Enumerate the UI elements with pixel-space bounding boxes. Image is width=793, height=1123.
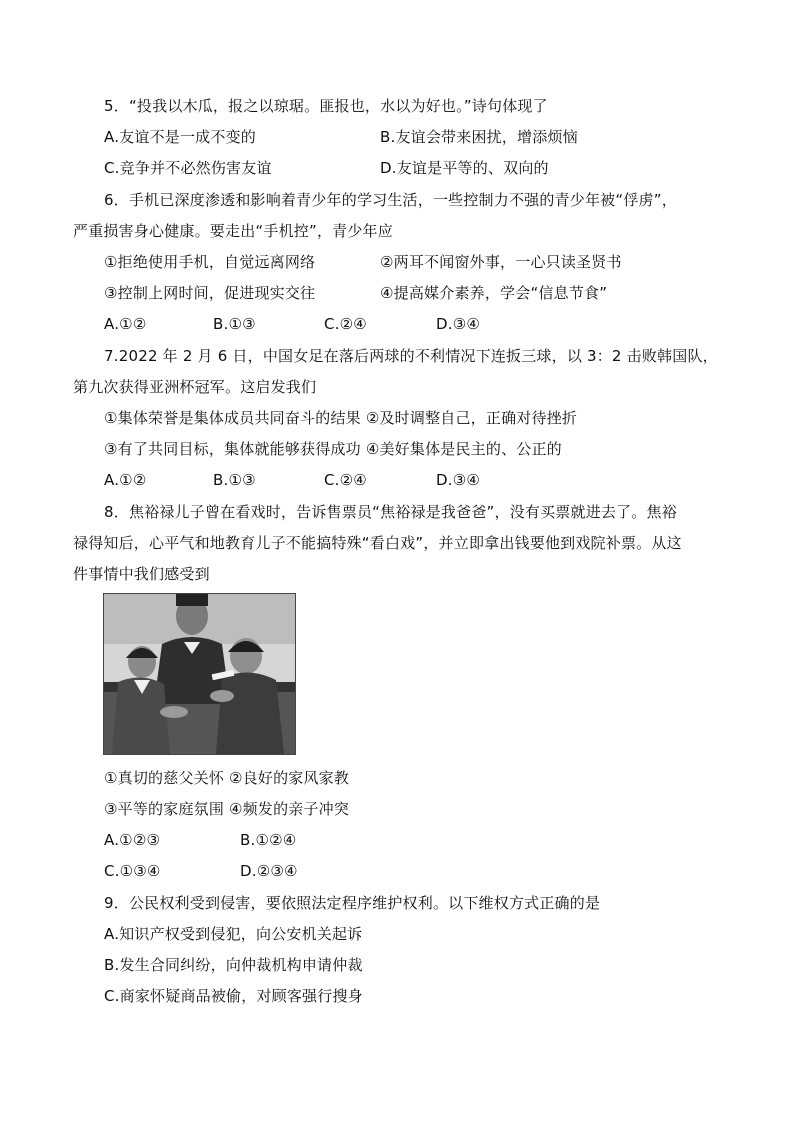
q6-stem-line2: 严重损害身心健康。要走出“手机控”，青少年应 — [73, 222, 393, 240]
illustration-father-and-sons — [103, 593, 296, 755]
q7-statements-1-2: ①集体荣誉是集体成员共同奋斗的结果 ②及时调整自己，正确对待挫折 — [104, 409, 578, 427]
q6-statement-2: ②两耳不闻窗外事，一心只读圣贤书 — [380, 253, 622, 271]
q7-option-c: C.②④ — [324, 471, 367, 489]
q6-statement-1: ①拒绝使用手机，自觉远离网络 — [104, 253, 316, 271]
q8-stem-line3: 件事情中我们感受到 — [73, 565, 210, 583]
q6-option-c: C.②④ — [324, 315, 367, 333]
q6-stem-line1: 6．手机已深度渗透和影响着青少年的学习生活，一些控制力不强的青少年被“俘虏”， — [104, 191, 677, 209]
q9-option-b: B.发生合同纠纷，向仲裁机构申请仲裁 — [104, 956, 363, 974]
q8-option-b: B.①②④ — [240, 831, 297, 849]
q8-stem-line1: 8．焦裕禄儿子曾在看戏时，告诉售票员“焦裕禄是我爸爸”，没有买票就进去了。焦裕 — [104, 503, 677, 521]
q8-option-c: C.①③④ — [104, 862, 161, 880]
q5-option-d: D.友谊是平等的、双向的 — [380, 159, 549, 177]
q6-option-d: D.③④ — [436, 315, 481, 333]
q8-statements-1-2: ①真切的慈父关怀 ②良好的家风家教 — [104, 769, 350, 787]
q7-option-b: B.①③ — [213, 471, 256, 489]
q8-statements-3-4: ③平等的家庭氛围 ④频发的亲子冲突 — [104, 800, 350, 818]
q8-option-a: A.①②③ — [104, 831, 161, 849]
q9-option-c: C.商家怀疑商品被偷，对顾客强行搜身 — [104, 987, 363, 1005]
q6-statement-3: ③控制上网时间，促进现实交往 — [104, 284, 316, 302]
q5-option-a: A.友谊不是一成不变的 — [104, 128, 256, 146]
q5-stem: 5．“投我以木瓜，报之以琼琚。匪报也，水以为好也。”诗句体现了 — [104, 97, 548, 115]
q9-stem: 9．公民权利受到侵害，要依照法定程序维护权利。以下维权方式正确的是 — [104, 894, 601, 912]
q8-option-d: D.②③④ — [240, 862, 298, 880]
q5-option-b: B.友谊会带来困扰，增添烦恼 — [380, 128, 578, 146]
q7-stem-line2: 第九次获得亚洲杯冠军。这启发我们 — [73, 378, 317, 396]
illustration-drawing — [104, 594, 295, 754]
q7-stem-line1: 7.2022 年 2 月 6 日，中国女足在落后两球的不利情况下连扳三球，以 3：2 击败韩国队， — [104, 347, 718, 365]
q5-option-c: C.竞争并不必然伤害友谊 — [104, 159, 272, 177]
q6-option-a: A.①② — [104, 315, 147, 333]
q6-statement-4: ④提高媒介素养，学会“信息节食” — [380, 284, 608, 302]
q6-option-b: B.①③ — [213, 315, 256, 333]
q9-option-a: A.知识产权受到侵犯，向公安机关起诉 — [104, 925, 363, 943]
q7-statements-3-4: ③有了共同目标，集体就能够获得成功 ④美好集体是民主的、公正的 — [104, 440, 562, 458]
q8-stem-line2: 禄得知后，心平气和地教育儿子不能搞特殊“看白戏”，并立即拿出钱要他到戏院补票。从这 — [73, 534, 682, 552]
q7-option-a: A.①② — [104, 471, 147, 489]
q7-option-d: D.③④ — [436, 471, 481, 489]
